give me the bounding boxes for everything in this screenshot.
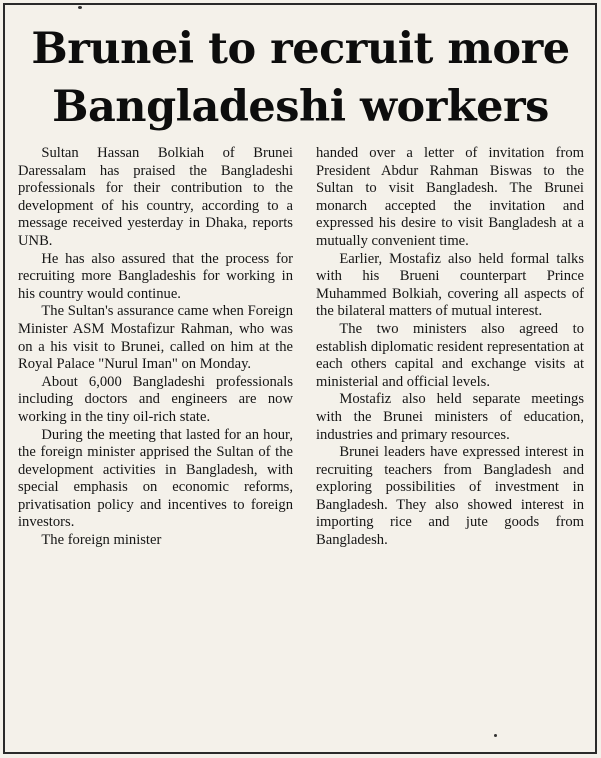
paragraph: Brunei leaders have expressed interest in recruiting teachers from Bangladesh and exploring possibilities of investment in Bangladesh. They also showed interest in importing rice and jute goods from Bangladesh. xyxy=(316,444,584,549)
paragraph: Mostafiz also held separate meetings with the Brunei ministers of education, industries and primary resources. xyxy=(316,391,584,443)
article-column-right xyxy=(316,145,584,550)
paragraph: The Sultan's assurance came when Foreign Minister ASM Mostafizur Rahman, who was on a his visit to Brunei, called on him at the Royal Palace "Nurul Iman" on Monday. xyxy=(18,303,293,373)
headline-line-2: Bangladeshi workers xyxy=(52,82,549,132)
paragraph: Sultan Hassan Bolkiah of Brunei Daressalam has praised the Bangladeshi professionals for their contribution to the development of his country, according to a message received yesterday in Dhaka, reports UNB. xyxy=(18,145,293,249)
headline-line-1: Brunei to recruit more xyxy=(31,24,570,74)
paragraph: The foreign minister xyxy=(41,532,162,549)
print-speck xyxy=(78,6,82,9)
paragraph: Earlier, Mostafiz also held formal talks with his Brueni counterpart Prince Muhammed Bolkiah, covering all aspects of the bilateral matters of mutual interest. xyxy=(316,250,584,320)
article-column-left xyxy=(18,145,293,550)
paragraph: He has also assured that the process for recruiting more Bangladeshis for working in his country would continue. xyxy=(18,250,293,302)
paragraph: handed over a letter of invitation from President Abdur Rahman Biswas to the Sultan to visit Bangladesh. The Brunei monarch accepted the invitation and expressed his desire to visit Bangladesh at a mutually convenient time. xyxy=(316,145,584,249)
paragraph: The two ministers also agreed to establish diplomatic resident representation at each others capital and exchange visits at ministerial and official levels. xyxy=(316,320,584,390)
paragraph: During the meeting that lasted for an hour, the foreign minister apprised the Sultan of the development activities in Bangladesh, with special emphasis on economic reforms, privatisation policy and incentives to foreign investors. xyxy=(18,426,293,531)
print-speck xyxy=(494,734,497,737)
paragraph: About 6,000 Bangladeshi professionals including doctors and engineers are now working in the tiny oil-rich state. xyxy=(18,373,293,425)
